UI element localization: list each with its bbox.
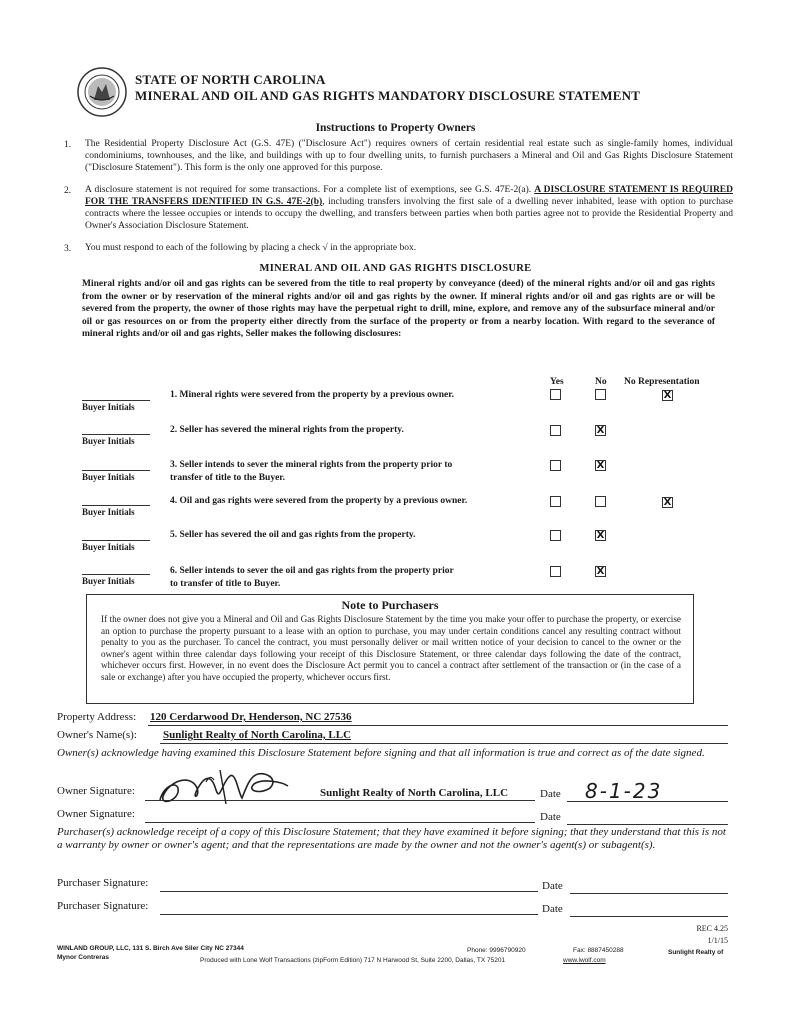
purchaser-date-label: Date [542,903,563,915]
buyer-initials-label: Buyer Initials [82,402,135,412]
buyer-initials-line[interactable] [82,434,150,435]
footer-phone: Phone: 9996790920 [467,947,526,954]
q6-yes-checkbox[interactable] [550,566,561,577]
owner-signature-printed-name: Sunlight Realty of North Carolina, LLC [320,787,509,799]
owner-date-label: Date [540,788,561,800]
buyer-initials-label: Buyer Initials [82,576,135,586]
question-4: 4. Oil and gas rights were severed from the property by a previous owner. [170,496,468,506]
q2-yes-checkbox[interactable] [550,425,561,436]
q5-yes-checkbox[interactable] [550,530,561,541]
owner-acknowledgement: Owner(s) acknowledge having examined this Disclosure Statement before signing and that all information is true and correct as of the date signed. [57,747,705,759]
buyer-initials-label: Buyer Initials [82,507,135,517]
footer-client: Sunlight Realty of [668,949,724,956]
purchaser-signature-line-2[interactable] [160,914,538,915]
buyer-initials-label: Buyer Initials [82,472,135,482]
owner-signature-label: Owner Signature: [57,808,135,820]
form-revision-date: 1/1/15 [707,936,728,945]
purchaser-date-line-2[interactable] [570,916,728,917]
purchaser-signature-label: Purchaser Signature: [57,900,149,912]
question-5: 5. Seller has severed the oil and gas rights from the property. [170,530,416,540]
owners-names-label: Owner's Name(s): [57,729,137,741]
state-seal-icon [76,66,128,118]
owner-date-line-2[interactable] [567,824,728,825]
instructions-title: Instructions to Property Owners [315,122,476,134]
buyer-initials-label: Buyer Initials [82,542,135,552]
note-text: If the owner does not give you a Mineral and Oil and Gas Rights Disclosure Statement by the time you make your offer to purchase the property, or exercise an option to purchase the property pursuant to a lease with an option to purchase, you may under certain conditions cancel any resulting contract without penalty to you as the purchaser. To cancel the contract, you must personally deliver or mail written notice of your decision to cancel to the owner or the owner's agent within three calendar days following your receipt of this Disclosure Statement, or three calendar days following the date of the contract, whichever occurs first. However, in no event does the Disclosure Act permit you to cancel a contract after settlement of the transaction or (in the case of a sale or exchange) after you have occupied the property, whichever occurs first. [101,614,681,682]
instruction-text: You must respond to each of the following by placing a check √ in the appropriate box. [85,243,417,253]
owner-date-value[interactable]: 8-1-23 [585,779,663,803]
buyer-initials-line[interactable] [82,400,150,401]
buyer-initials-line[interactable] [82,574,150,575]
q6-no-checkbox[interactable]: X [596,566,605,577]
owners-names-line [160,743,728,744]
owner-date-label: Date [540,811,561,823]
instruction-number: 1. [64,140,72,150]
buyer-initials-line[interactable] [82,470,150,471]
owner-signature-image [150,762,300,810]
note-to-purchasers-box [86,594,694,704]
q2-no-checkbox[interactable]: X [596,425,605,436]
q4-yes-checkbox[interactable] [550,496,561,507]
property-address-label: Property Address: [57,711,137,723]
footer-fax: Fax: 8887450288 [573,947,624,954]
col-yes-header: Yes [550,377,564,387]
q1-norep-checkbox[interactable]: X [663,390,672,401]
purchaser-date-label: Date [542,880,563,892]
q1-yes-checkbox[interactable] [550,389,561,400]
q1-no-checkbox[interactable] [595,389,606,400]
instruction-text: A disclosure statement is not required for some transactions. For a complete list of exemptions, see G.S. 47E-2(a). A DISCLOSURE STATEMENT IS REQUIRED FOR THE TRANSFERS IDENTIFIED IN G.S. 47E-2(b), including transfers involving the first sale of a dwelling never inhabited, lease with option to purchase contracts where the lessee occupies or intends to occupy the dwelling, and transfers between parties when both parties agree not to provide the Residential Property and Owner's Association Disclosure Statement. [85,185,734,231]
col-no-header: No [595,377,607,387]
owners-names-value[interactable]: Sunlight Realty of North Carolina, LLC [163,729,352,741]
disclosure-title: MINERAL AND OIL AND GAS RIGHTS DISCLOSURE [259,263,532,274]
buyer-initials-line[interactable] [82,540,150,541]
footer-agent-name: Mynor Contreras [57,954,110,961]
q3-yes-checkbox[interactable] [550,460,561,471]
instruction-number: 3. [64,244,72,254]
q3-no-checkbox[interactable]: X [596,460,605,471]
q4-norep-checkbox[interactable]: X [663,497,672,508]
title-line-2: MINERAL AND OIL AND GAS RIGHTS MANDATORY DISCLOSURE STATEMENT [135,88,641,103]
disclosure-intro: Mineral rights and/or oil and gas rights can be severed from the title to real property by conveyance (deed) of the mineral rights and/or oil and gas rights from the owner or by reservation of the mineral rights and/or oil and gas rights by the owner. If mineral rights and/or oil and gas rights are or will be severed from the property, the owner of those rights may have the perpetual right to drill, mine, explore, and remove any of the subsurface mineral and/or oil or gas resources on or from the property either directly from the surface of the property or from a nearby location. With regard to the severance of mineral rights and/or oil and gas rights, Seller makes the following disclosures: [82,279,715,339]
buyer-initials-label: Buyer Initials [82,436,135,446]
purchaser-date-line[interactable] [570,893,728,894]
property-address-line [148,725,728,726]
question-2: 2. Seller has severed the mineral rights from the property. [170,425,404,435]
footer-company: WINLAND GROUP, LLC, 131 S. Birch Ave Siler City NC 27344 [57,945,244,952]
q4-no-checkbox[interactable] [595,496,606,507]
form-code: REC 4.25 [696,924,728,933]
q5-no-checkbox[interactable]: X [596,530,605,541]
purchaser-acknowledgement: Purchaser(s) acknowledge receipt of a copy of this Disclosure Statement; that they have examined it before signing; that they understand that this is not a warranty by owner or owner's agent; and that the representations are made by the owner and not the owner's agent(s) or subagent(s). [57,826,726,851]
footer-website-link[interactable]: www.lwolf.com [563,957,606,964]
owner-signature-line-2[interactable] [145,822,535,823]
question-6: 6. Seller intends to sever the oil and gas rights from the property prior to transfer of title to Buyer. [170,566,454,589]
note-title: Note to Purchasers [341,598,439,612]
title-line-1: STATE OF NORTH CAROLINA [135,72,326,87]
footer-produced: Produced with Lone Wolf Transactions (zipForm Edition) 717 N Harwood St, Suite 2200, Dallas, TX 75201 [200,957,506,964]
purchaser-signature-line[interactable] [160,891,538,892]
question-1: 1. Mineral rights were severed from the property by a previous owner. [170,390,454,400]
instruction-number: 2. [64,186,72,196]
property-address-value[interactable]: 120 Cerdarwood Dr, Henderson, NC 27536 [150,711,352,723]
buyer-initials-line[interactable] [82,505,150,506]
purchaser-signature-label: Purchaser Signature: [57,877,149,889]
instruction-text: The Residential Property Disclosure Act (G.S. 47E) ("Disclosure Act") requires owners of certain residential real estate such as single-family homes, individual condominiums, townhouses, and the like, and buildings with up to four dwelling units, to furnish purchasers a Mineral and Oil and Gas Rights Disclosure Statement ("Disclosure Statement"). This form is the only one approved for this purpose. [85,139,733,173]
owner-signature-label: Owner Signature: [57,785,135,797]
question-3: 3. Seller intends to sever the mineral rights from the property prior to transfer of title to the Buyer. [170,460,453,483]
col-norep-header: No Representation [624,377,700,387]
